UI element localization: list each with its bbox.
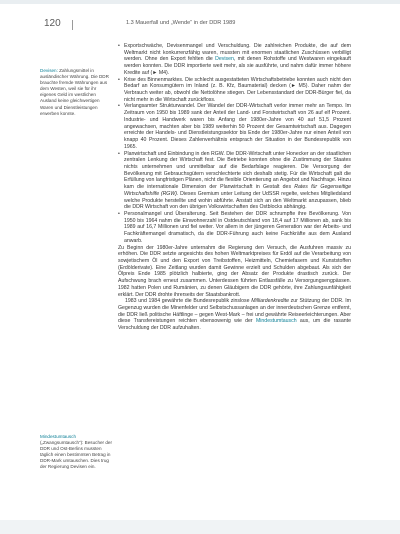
list-item: • Personalmangel und Überalterung. Seit Bestehen der DDR schrumpfte ihre Bevölkerung. Von 1950 bis 1964 nahm die Einwohnerzahl in Ostdeutschland von 18,4 auf 17 Millionen ab, sank bis 1989 auf 16,7 Millionen und fiel weiter. Vor allem in der jüngeren Generation war der Arbeits- und Fachkräftemangel dramatisch, da die DDR-Führung auch keine Fachkräfte aus dem Ausland anwarb. (118, 210, 351, 244)
list-item: • Verlangsamter Strukturwandel. Der Wandel der DDR-Wirtschaft verlor immer mehr an Tempo. Im Zeitraum von 1950 bis 1989 sank der Anteil der Land- und Forstwirtschaft von 26 auf elf Prozent. Industrie- und Handwerk waren bis Anfang der 1980er-Jahre von 40 auf 51,5 Prozent angewachsen, machten aber bis 1989 weiterhin 50 Prozent der Gesamtwirtschaft aus. Dagegen erreichte der Handels- und Dienstleistungssektor bis Ende der 1980er-Jahre nur einen Anteil von knapp 40 Prozent. Dieses Zahlenverhältnis entsprach der Situation in der Bundesrepublik von 1965. (118, 103, 351, 150)
header-band (0, 0, 400, 4)
page-number: 120 (44, 18, 61, 29)
body-paragraph: 1983 und 1984 gewährte die Bundesrepublik zinslose Milliardenkredite zur Stützung der DDR. Im Gegenzug wurden die Minenfelder und Selbstschussanlagen an der innerdeutschen Grenze entfernt, die DDR ließ politische Häftlinge – gegen West-Mark – frei und gewährte Reiseerleichterungen. Aber diese Transfereistungen reichten ebensowenig wie der Mindestumtausch aus, um die rasante Verschuldung der DDR aufzuhalten. (118, 298, 351, 332)
italic-term: Rates für Gegenseitige Wirtschaftshilfe (RGW) (124, 184, 351, 197)
italic-term: Milliardenkredite (251, 298, 289, 305)
section-label: 1.3 Mauerfall und „Wende“ in der DDR 1989 (126, 20, 236, 26)
list-item: • Exportschwäche, Devisenmangel und Verschuldung. Die zahlreichen Produkte, die auf dem Weltmarkt nicht konkurrenzfähig waren, mussten mit enormen staatlichen Zuschüssen verbilligt werden. Ohne den Export fehlten die Devisen, mit denen Rohstoffe und Westwaren eingekauft werden konnten. Die DDR importierte weit mehr, als sie ausführte, und nahm dafür immer höhere Kredite auf (► M4). (118, 43, 351, 76)
bullet-icon: • (118, 210, 120, 217)
main-text (118, 43, 351, 332)
margin-note-text: („Zwangsumtausch“): Besucher der DDR und Ost-Berlins mussten täglich einen bestimmten Betrag in DDR-Mark umtauschen. Dies trug der Regierung Devisen ein. (40, 440, 112, 470)
header-divider (72, 20, 73, 30)
list-item: • Krise des Binnenmarktes. Die schlecht ausgestatteten Wirtschaftsbetriebe konnten auch nicht den Bedarf an Konsumgütern im Inland (z. B. Kfz, Baumaterial) decken (► M5). Daher nahm der Verbrauch weiter ab, obwohl die Nettolöhne stiegen. Der Lebensstandard der DDR-Bürger fiel, da nicht mehr in die Wirtschaft zurückfloss. (118, 76, 351, 103)
bullet-icon: • (118, 150, 120, 157)
margin-note-mindestumtausch (40, 434, 112, 471)
margin-note-text: Zahlungsmittel in ausländischer Währung. Die DDR brauchte fremde Währungen aus dem Westen, weil sie für ihr eigenes Geld im westlichen Ausland keine gleichwertigen Waren und Dienstleistungen erwerben konnte. (40, 68, 109, 116)
margin-note-term: Devisen: (40, 68, 58, 73)
glossary-term: Devisen (215, 56, 234, 63)
bullet-list (118, 43, 351, 245)
list-item: • Planwirtschaft und Einbindung in den RGW. Die DDR-Wirtschaft unter Honecker an der staatlichen zentralen Lenkung der Wirtschaft fest. Die Betriebe konnten ohne die Zustimmung der Staates nichts unternehmen und unmittelbar auf die Bedarfslage reagieren. Die Versorgung der Bevölkerung mit Gebrauchsgütern verschlechterte sich deshalb stetig. Für die Wirtschaft galt die Erfüllung von langfristigen Plänen, nicht die flexible Orientierung an Angebot und Nachfrage. Hinzu kam die internationale Dimension der Planwirtschaft in Gestalt des Rates für Gegenseitige Wirtschaftshilfe (RGW). Dieses Gremium unter Leitung der UdSSR regelte, welches Mitgliedsland welche Produkte herstellte und wohin abführte. Anstatt sich an den Weltmarkt anzupassen, blieb die DDR Wirtschaft von den übrigen Volkswirtschaften des Ostblocks abhängig. (118, 150, 352, 211)
glossary-term: Mindestumtausch (255, 318, 297, 325)
margin-note-devisen (40, 68, 112, 117)
bullet-icon: • (118, 103, 120, 110)
body-paragraph: Zu Beginn der 1980er-Jahre unternahm die Regierung den Versuch, die Ausfuhren massiv zu erhöhen. Die DDR setzte angesichts des hohen Weltmarktpreises für Erdöl auf die Verarbeitung von sowjetischem Öl und den Export von Treibstoffen, Heizmitteln, Chemiefasern und Kunststoffen (Erdölderivate). Eine Zeitlang wurden damit Gewinne erzielt und Schulden abgebaut. Als sich der Ölpreis Ende 1985 plötzlich halbierte, ging der Absatz der Produkte drastisch zurück. Der Aufschwung brach erneut zusammen. Unterdessen führten Entlassfälle zu Versorgungsengpässen. 1982 hatten Polen und Rumänien, zu denen Gläubigern die DDR gehörte, ihre Zahlungsunfähigkeit erklärt. Der DDR drohte ihrerseits der Staatsbankrott. (118, 244, 351, 298)
margin-note-term: Mindestumtausch (40, 434, 77, 439)
footer-band (0, 520, 400, 534)
bullet-icon: • (118, 43, 120, 49)
bullet-icon: • (118, 76, 120, 83)
